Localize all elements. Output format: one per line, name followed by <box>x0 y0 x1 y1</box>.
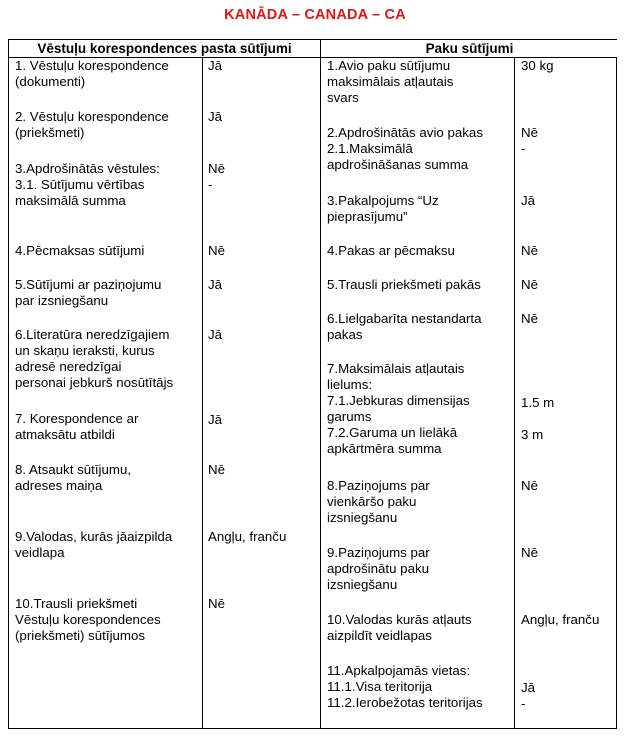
letter-mail-header: Vēstuļu korespondences pasta sūtījumi <box>9 40 320 57</box>
right-row-label: 1.Avio paku sūtījumu maksimālais atļautais svars <box>327 58 454 105</box>
left-row-value: Jā <box>208 109 223 124</box>
left-row-label: 7. Korespondence ar atmaksātu atbildi <box>15 411 139 442</box>
right-row-label: 3.Pakalpojums “Uz pieprasījumu” <box>327 193 439 224</box>
left-row-value: Nē - <box>208 161 225 192</box>
right-row-label: 10.Valodas kurās atļauts aizpildīt veidlapas <box>327 612 472 643</box>
left-row-label: 2. Vēstuļu korespondence (priekšmeti) <box>15 109 169 140</box>
right-row-value: Nē <box>521 311 538 326</box>
left-row-value: Angļu, franču <box>208 529 287 544</box>
services-table <box>8 39 617 729</box>
page-title: KANĀDA – CANADA – CA <box>224 7 406 23</box>
right-row-label: 9.Paziņojums par apdrošinātu paku izsniegšanu <box>327 545 430 592</box>
right-row-value: 1.5 m 3 m <box>521 395 555 442</box>
right-row-label: 7.Maksimālais atļautais lielums: 7.1.Jebkuras dimensijas garums 7.2.Garuma un lielākā apkārtmēra summa <box>327 361 470 456</box>
right-row-label: 11.Apkalpojamās vietas: 11.1.Visa teritorija 11.2.Ierobežotas teritorijas <box>327 663 483 710</box>
right-row-value: Jā - <box>521 680 536 711</box>
left-row-value: Jā <box>208 412 223 427</box>
column-divider <box>202 40 203 728</box>
right-row-label: 2.Apdrošinātās avio pakas 2.1.Maksimālā apdrošināšanas summa <box>327 125 483 172</box>
left-row-label: 9.Valodas, kurās jāaizpilda veidlapa <box>15 529 173 560</box>
left-row-label: 3.Apdrošinātās vēstules: 3.1. Sūtījumu vērtības maksimālā summa <box>15 161 160 208</box>
right-row-value: Nē <box>521 277 538 292</box>
right-row-label: 5.Trausli priekšmeti pakās <box>327 277 481 292</box>
left-row-value: Nē <box>208 243 225 258</box>
right-row-value: Angļu, franču <box>521 612 600 627</box>
right-row-label: 4.Pakas ar pēcmaksu <box>327 243 455 258</box>
right-row-value: Nē <box>521 478 538 493</box>
right-row-value: Nē <box>521 545 538 560</box>
right-row-value: Nē - <box>521 125 538 156</box>
right-row-value: Jā <box>521 193 536 208</box>
center-divider <box>320 40 321 728</box>
right-row-value: Nē <box>521 243 538 258</box>
left-row-label: 8. Atsaukt sūtījumu, adreses maiņa <box>15 462 132 493</box>
left-row-label: 6.Literatūra neredzīgajiem un skaņu ieraksti, kurus adresē neredzīgai personai jebkurš nosūtītājs <box>15 327 174 390</box>
left-row-value: Jā <box>208 277 223 292</box>
column-divider <box>514 40 515 728</box>
left-row-label: 1. Vēstuļu korespondence (dokumenti) <box>15 58 169 89</box>
left-row-value: Nē <box>208 596 225 611</box>
left-row-label: 10.Trausli priekšmeti Vēstuļu korespondences (priekšmeti) sūtījumos <box>15 596 161 643</box>
right-row-value: 30 kg <box>521 58 554 73</box>
left-row-value: Jā <box>208 58 223 73</box>
parcel-header: Paku sūtījumi <box>321 40 618 57</box>
left-row-value: Jā <box>208 327 223 342</box>
left-row-label: 5.Sūtījumi ar paziņojumu par izsniegšanu <box>15 277 162 308</box>
right-row-label: 6.Lielgabarīta nestandarta pakas <box>327 311 482 342</box>
left-row-value: Nē <box>208 462 225 477</box>
right-row-label: 8.Paziņojums par vienkāršo paku izsniegšanu <box>327 478 430 525</box>
left-row-label: 4.Pēcmaksas sūtījumi <box>15 243 145 258</box>
